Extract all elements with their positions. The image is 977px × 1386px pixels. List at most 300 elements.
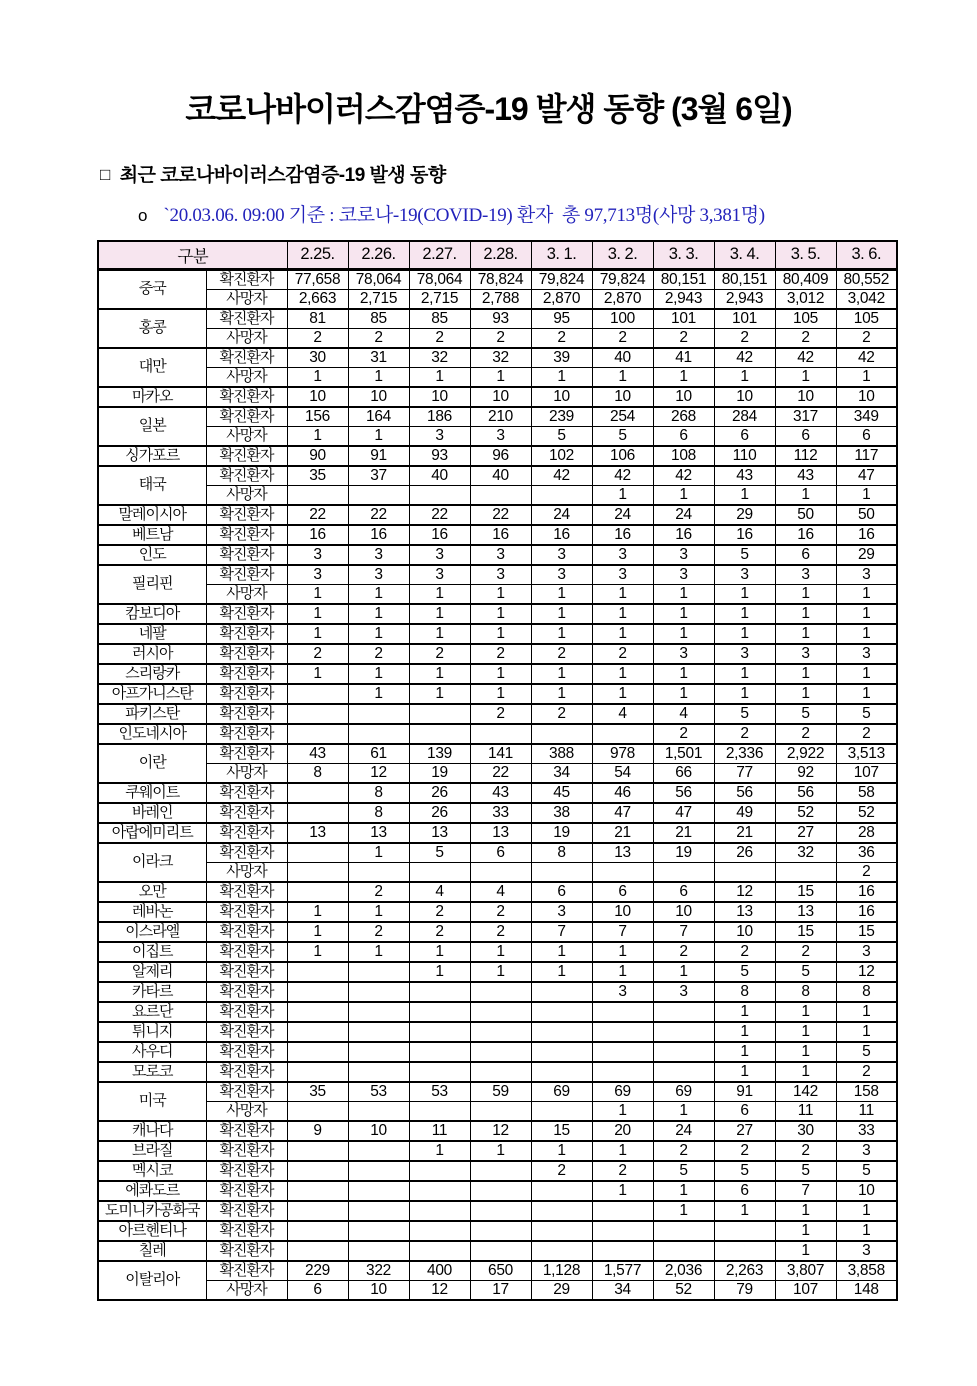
value-cell: 32 <box>409 348 470 368</box>
value-cell: 45 <box>531 783 592 803</box>
value-cell: 1 <box>287 942 348 962</box>
value-cell: 1 <box>531 664 592 684</box>
value-cell <box>409 704 470 724</box>
table-row <box>98 843 897 863</box>
value-cell <box>348 1042 409 1062</box>
date-header-cell: 3. 1. <box>531 241 592 269</box>
table-row <box>98 704 897 724</box>
value-cell: 1 <box>348 664 409 684</box>
row-type-cell: 확진환자 <box>206 942 287 962</box>
row-type-cell: 확진환자 <box>206 962 287 982</box>
value-cell: 3 <box>653 545 714 565</box>
table-row <box>98 1280 897 1300</box>
value-cell: 7 <box>775 1181 836 1201</box>
value-cell: 42 <box>775 348 836 368</box>
value-cell: 42 <box>592 466 653 486</box>
value-cell <box>409 1221 470 1241</box>
country-cell: 브라질 <box>98 1141 206 1161</box>
row-type-cell: 확진환자 <box>206 407 287 427</box>
value-cell: 1 <box>287 367 348 387</box>
table-row <box>98 724 897 744</box>
value-cell: 10 <box>409 387 470 407</box>
value-cell: 11 <box>775 1101 836 1121</box>
table-row <box>98 466 897 486</box>
value-cell: 5 <box>836 1042 897 1062</box>
value-cell: 16 <box>653 525 714 545</box>
value-cell: 29 <box>714 505 775 525</box>
value-cell: 5 <box>836 1161 897 1181</box>
table-row <box>98 269 897 289</box>
value-cell: 34 <box>592 1280 653 1300</box>
value-cell: 19 <box>409 763 470 783</box>
value-cell: 3,042 <box>836 289 897 309</box>
value-cell: 2 <box>714 328 775 348</box>
value-cell: 90 <box>287 446 348 466</box>
value-cell: 1 <box>409 604 470 624</box>
value-cell: 1 <box>775 684 836 704</box>
value-cell <box>287 1062 348 1082</box>
value-cell <box>287 882 348 902</box>
country-cell: 이탈리아 <box>98 1261 206 1300</box>
value-cell: 26 <box>714 843 775 863</box>
value-cell: 91 <box>714 1082 775 1102</box>
value-cell: 10 <box>653 387 714 407</box>
value-cell <box>348 1221 409 1241</box>
value-cell: 12 <box>714 882 775 902</box>
value-cell: 1 <box>775 367 836 387</box>
value-cell: 5 <box>836 704 897 724</box>
table-row <box>98 1161 897 1181</box>
value-cell: 1 <box>409 664 470 684</box>
value-cell: 28 <box>836 823 897 843</box>
country-cell: 베트남 <box>98 525 206 545</box>
value-cell: 2 <box>470 328 531 348</box>
value-cell: 1 <box>592 942 653 962</box>
value-cell: 20 <box>592 1121 653 1141</box>
row-type-cell: 확진환자 <box>206 982 287 1002</box>
date-header-cell: 2.25. <box>287 241 348 269</box>
value-cell <box>409 1022 470 1042</box>
value-cell: 1 <box>775 1022 836 1042</box>
value-cell: 5 <box>653 1161 714 1181</box>
value-cell <box>470 1221 531 1241</box>
value-cell: 101 <box>653 309 714 329</box>
row-type-cell: 사망자 <box>206 367 287 387</box>
value-cell: 2,788 <box>470 289 531 309</box>
value-cell: 1 <box>287 624 348 644</box>
date-header-cell: 3. 4. <box>714 241 775 269</box>
table-row <box>98 485 897 505</box>
value-cell <box>653 862 714 882</box>
value-cell: 1 <box>775 1002 836 1022</box>
value-cell: 6 <box>714 1181 775 1201</box>
value-cell <box>287 862 348 882</box>
value-cell: 10 <box>348 1121 409 1141</box>
value-cell: 19 <box>653 843 714 863</box>
table-row <box>98 1082 897 1102</box>
value-cell: 5 <box>714 704 775 724</box>
date-header-cell: 3. 6. <box>836 241 897 269</box>
table-row <box>98 1201 897 1221</box>
value-cell <box>409 1101 470 1121</box>
value-cell: 15 <box>836 922 897 942</box>
value-cell <box>470 724 531 744</box>
value-cell: 1 <box>348 367 409 387</box>
value-cell: 10 <box>653 902 714 922</box>
table-row <box>98 545 897 565</box>
value-cell <box>287 684 348 704</box>
table-row <box>98 1121 897 1141</box>
value-cell: 1 <box>653 1181 714 1201</box>
value-cell: 80,151 <box>714 269 775 289</box>
country-cell: 아랍에미리트 <box>98 823 206 843</box>
value-cell <box>714 1241 775 1261</box>
value-cell: 3 <box>653 982 714 1002</box>
value-cell <box>470 1042 531 1062</box>
value-cell <box>287 1042 348 1062</box>
value-cell: 1 <box>653 485 714 505</box>
row-type-cell: 사망자 <box>206 426 287 446</box>
value-cell: 1 <box>836 664 897 684</box>
table-row <box>98 922 897 942</box>
value-cell: 186 <box>409 407 470 427</box>
value-cell: 3,858 <box>836 1261 897 1281</box>
value-cell: 3 <box>409 545 470 565</box>
value-cell: 2 <box>409 328 470 348</box>
value-cell: 1 <box>592 684 653 704</box>
value-cell: 42 <box>714 348 775 368</box>
covid-table <box>97 240 898 1301</box>
value-cell: 24 <box>531 505 592 525</box>
table-row <box>98 1241 897 1261</box>
table-row <box>98 942 897 962</box>
value-cell: 80,151 <box>653 269 714 289</box>
value-cell: 13 <box>470 823 531 843</box>
value-cell: 107 <box>775 1280 836 1300</box>
value-cell: 239 <box>531 407 592 427</box>
value-cell <box>287 1161 348 1181</box>
row-type-cell: 확진환자 <box>206 1201 287 1221</box>
country-cell: 오만 <box>98 882 206 902</box>
value-cell <box>348 1241 409 1261</box>
value-cell <box>348 1161 409 1181</box>
value-cell: 1 <box>470 624 531 644</box>
value-cell <box>531 1241 592 1261</box>
row-type-cell: 확진환자 <box>206 1261 287 1281</box>
table-row <box>98 763 897 783</box>
value-cell: 2 <box>775 328 836 348</box>
value-cell: 3 <box>531 902 592 922</box>
value-cell: 139 <box>409 744 470 764</box>
value-cell <box>287 982 348 1002</box>
value-cell: 3 <box>836 644 897 664</box>
country-cell: 마카오 <box>98 387 206 407</box>
table-row <box>98 367 897 387</box>
country-cell: 도미니카공화국 <box>98 1201 206 1221</box>
value-cell <box>348 485 409 505</box>
row-type-cell: 확진환자 <box>206 466 287 486</box>
value-cell: 15 <box>531 1121 592 1141</box>
row-type-cell: 사망자 <box>206 1280 287 1300</box>
value-cell: 24 <box>592 505 653 525</box>
value-cell: 148 <box>836 1280 897 1300</box>
value-cell <box>348 1141 409 1161</box>
value-cell: 102 <box>531 446 592 466</box>
value-cell: 1 <box>409 962 470 982</box>
value-cell: 43 <box>470 783 531 803</box>
value-cell: 3 <box>714 565 775 585</box>
value-cell <box>287 1002 348 1022</box>
value-cell: 110 <box>714 446 775 466</box>
value-cell: 2 <box>348 882 409 902</box>
value-cell: 39 <box>531 348 592 368</box>
value-cell <box>470 1241 531 1261</box>
table-row <box>98 426 897 446</box>
value-cell: 49 <box>714 803 775 823</box>
value-cell <box>653 1022 714 1042</box>
value-cell: 10 <box>470 387 531 407</box>
value-cell: 46 <box>592 783 653 803</box>
value-cell: 322 <box>348 1261 409 1281</box>
value-cell <box>409 862 470 882</box>
value-cell: 16 <box>348 525 409 545</box>
value-cell: 2 <box>714 724 775 744</box>
value-cell: 3 <box>592 545 653 565</box>
value-cell: 349 <box>836 407 897 427</box>
value-cell: 12 <box>348 763 409 783</box>
value-cell: 1 <box>592 624 653 644</box>
table-row <box>98 348 897 368</box>
value-cell: 5 <box>592 426 653 446</box>
value-cell: 1 <box>470 962 531 982</box>
value-cell: 1 <box>836 485 897 505</box>
table-row <box>98 783 897 803</box>
value-cell <box>287 724 348 744</box>
value-cell: 108 <box>653 446 714 466</box>
value-cell <box>592 724 653 744</box>
value-cell: 32 <box>775 843 836 863</box>
value-cell: 53 <box>348 1082 409 1102</box>
value-cell: 2 <box>592 644 653 664</box>
row-type-cell: 확진환자 <box>206 1141 287 1161</box>
value-cell: 4 <box>653 704 714 724</box>
country-cell: 사우디 <box>98 1042 206 1062</box>
value-cell: 6 <box>592 882 653 902</box>
value-cell: 1 <box>592 664 653 684</box>
value-cell: 2 <box>409 902 470 922</box>
country-cell: 중국 <box>98 269 206 309</box>
value-cell: 24 <box>653 505 714 525</box>
value-cell: 1 <box>592 584 653 604</box>
table-row <box>98 962 897 982</box>
value-cell: 107 <box>836 763 897 783</box>
value-cell <box>531 1181 592 1201</box>
value-cell: 1 <box>836 684 897 704</box>
value-cell: 47 <box>836 466 897 486</box>
value-cell: 3 <box>775 644 836 664</box>
country-cell: 말레이시아 <box>98 505 206 525</box>
date-header-cell: 3. 3. <box>653 241 714 269</box>
value-cell: 2,715 <box>348 289 409 309</box>
value-cell: 6 <box>287 1280 348 1300</box>
value-cell: 5 <box>714 545 775 565</box>
value-cell: 10 <box>592 387 653 407</box>
value-cell: 1 <box>714 367 775 387</box>
value-cell: 6 <box>714 1101 775 1121</box>
table-row <box>98 565 897 585</box>
value-cell: 3 <box>470 565 531 585</box>
value-cell: 12 <box>409 1280 470 1300</box>
country-cell: 스리랑카 <box>98 664 206 684</box>
value-cell: 5 <box>409 843 470 863</box>
value-cell: 2 <box>348 922 409 942</box>
value-cell: 1 <box>470 942 531 962</box>
value-cell: 10 <box>592 902 653 922</box>
value-cell: 2,943 <box>653 289 714 309</box>
value-cell: 2 <box>287 644 348 664</box>
value-cell: 2 <box>531 328 592 348</box>
value-cell: 8 <box>775 982 836 1002</box>
value-cell: 6 <box>531 882 592 902</box>
country-cell: 카타르 <box>98 982 206 1002</box>
covid-table-body <box>98 269 897 1300</box>
value-cell: 13 <box>409 823 470 843</box>
value-cell: 21 <box>653 823 714 843</box>
value-cell: 2 <box>348 328 409 348</box>
value-cell <box>348 862 409 882</box>
value-cell: 5 <box>531 426 592 446</box>
value-cell: 42 <box>653 466 714 486</box>
value-cell: 1,501 <box>653 744 714 764</box>
value-cell: 1,128 <box>531 1261 592 1281</box>
value-cell: 156 <box>287 407 348 427</box>
row-type-cell: 확진환자 <box>206 545 287 565</box>
value-cell: 3,807 <box>775 1261 836 1281</box>
row-type-cell: 확진환자 <box>206 1181 287 1201</box>
value-cell: 1 <box>531 1141 592 1161</box>
value-cell: 1 <box>775 1062 836 1082</box>
value-cell: 77 <box>714 763 775 783</box>
row-type-cell: 확진환자 <box>206 882 287 902</box>
section-heading-text: 최근 코로나바이러스감염증-19 발생 동향 <box>119 165 446 186</box>
value-cell: 1 <box>653 367 714 387</box>
value-cell: 1 <box>653 584 714 604</box>
value-cell: 254 <box>592 407 653 427</box>
table-header-row <box>98 241 897 269</box>
value-cell: 2 <box>653 1141 714 1161</box>
value-cell: 79,824 <box>531 269 592 289</box>
value-cell: 10 <box>775 387 836 407</box>
value-cell <box>348 982 409 1002</box>
value-cell: 284 <box>714 407 775 427</box>
value-cell: 6 <box>775 426 836 446</box>
value-cell: 1 <box>714 584 775 604</box>
row-type-cell: 확진환자 <box>206 269 287 289</box>
value-cell: 5 <box>775 704 836 724</box>
value-cell <box>653 1241 714 1261</box>
value-cell: 5 <box>714 1161 775 1181</box>
value-cell: 16 <box>775 525 836 545</box>
value-cell: 85 <box>409 309 470 329</box>
table-row <box>98 584 897 604</box>
value-cell: 1 <box>714 624 775 644</box>
value-cell: 59 <box>470 1082 531 1102</box>
country-cell: 이스라엘 <box>98 922 206 942</box>
row-type-cell: 확진환자 <box>206 348 287 368</box>
row-type-cell: 사망자 <box>206 485 287 505</box>
value-cell: 2,663 <box>287 289 348 309</box>
value-cell <box>592 1241 653 1261</box>
row-type-cell: 확진환자 <box>206 664 287 684</box>
value-cell: 2 <box>775 942 836 962</box>
country-cell: 요르단 <box>98 1002 206 1022</box>
value-cell: 1 <box>287 426 348 446</box>
value-cell <box>348 1181 409 1201</box>
value-cell <box>409 982 470 1002</box>
value-cell: 1 <box>714 604 775 624</box>
value-cell: 10 <box>287 387 348 407</box>
value-cell: 1 <box>348 584 409 604</box>
country-cell: 레바논 <box>98 902 206 922</box>
value-cell: 24 <box>653 1121 714 1141</box>
value-cell <box>531 1042 592 1062</box>
value-cell: 40 <box>470 466 531 486</box>
value-cell: 43 <box>775 466 836 486</box>
value-cell: 142 <box>775 1082 836 1102</box>
value-cell: 229 <box>287 1261 348 1281</box>
value-cell: 12 <box>836 962 897 982</box>
row-type-cell: 사망자 <box>206 862 287 882</box>
value-cell <box>287 962 348 982</box>
value-cell: 1 <box>775 485 836 505</box>
country-cell: 이집트 <box>98 942 206 962</box>
value-cell <box>348 1201 409 1221</box>
value-cell: 268 <box>653 407 714 427</box>
value-cell <box>470 1161 531 1181</box>
table-row <box>98 1181 897 1201</box>
value-cell: 43 <box>287 744 348 764</box>
value-cell: 3 <box>348 565 409 585</box>
country-cell: 아르헨티나 <box>98 1221 206 1241</box>
value-cell: 978 <box>592 744 653 764</box>
value-cell: 1 <box>409 1141 470 1161</box>
value-cell: 1 <box>531 962 592 982</box>
value-cell: 2 <box>775 724 836 744</box>
value-cell: 9 <box>287 1121 348 1141</box>
row-type-cell: 확진환자 <box>206 744 287 764</box>
value-cell: 30 <box>287 348 348 368</box>
value-cell: 21 <box>592 823 653 843</box>
value-cell: 40 <box>592 348 653 368</box>
value-cell <box>531 1022 592 1042</box>
country-cell: 태국 <box>98 466 206 505</box>
value-cell: 10 <box>714 922 775 942</box>
value-cell: 2 <box>287 328 348 348</box>
value-cell <box>531 485 592 505</box>
value-cell: 22 <box>470 505 531 525</box>
corner-header-cell: 구분 <box>98 241 287 269</box>
country-cell: 대만 <box>98 348 206 387</box>
value-cell: 1 <box>836 1002 897 1022</box>
value-cell: 69 <box>592 1082 653 1102</box>
date-header-cell: 2.27. <box>409 241 470 269</box>
country-cell: 캐나다 <box>98 1121 206 1141</box>
value-cell: 1 <box>714 684 775 704</box>
value-cell: 16 <box>409 525 470 545</box>
value-cell: 4 <box>592 704 653 724</box>
value-cell: 78,064 <box>348 269 409 289</box>
value-cell <box>592 1201 653 1221</box>
